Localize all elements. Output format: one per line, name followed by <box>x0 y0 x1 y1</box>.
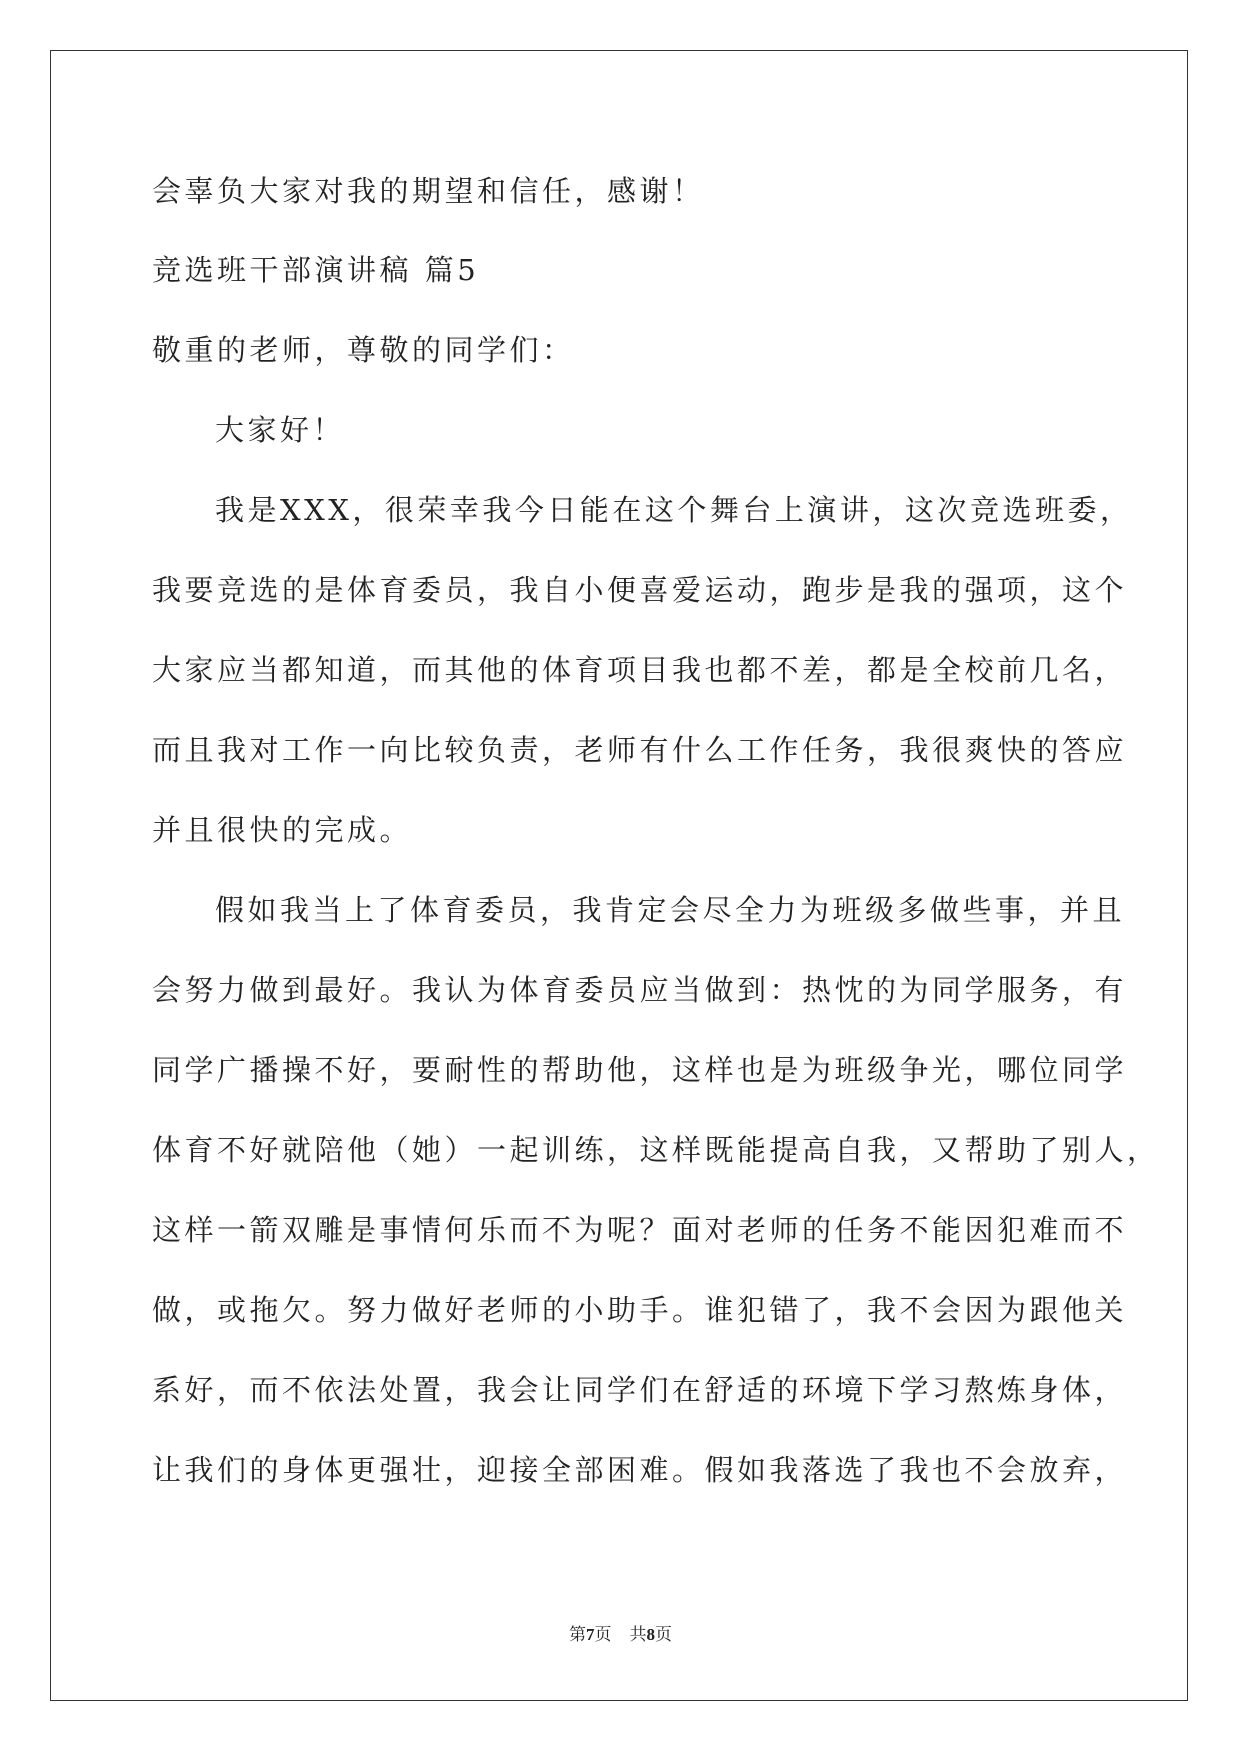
page-suffix: 页 <box>594 1625 612 1644</box>
page-footer <box>0 1625 1241 1645</box>
paragraph-line: 我是XXX，很荣幸我今日能在这个舞台上演讲，这次竞选班委， <box>215 493 1133 527</box>
paragraph-line: 并且很快的完成。 <box>152 813 413 847</box>
paragraph-line: 做，或拖欠。努力做好老师的小助手。谁犯错了，我不会因为跟他关 <box>152 1293 1128 1327</box>
paragraph-line: 系好，而不依法处置，我会让同学们在舒适的环境下学习熬炼身体， <box>152 1373 1128 1407</box>
paragraph-line: 让我们的身体更强壮，迎接全部困难。假如我落选了我也不会放弃， <box>152 1453 1128 1487</box>
paragraph-line: 会努力做到最好。我认为体育委员应当做到：热忱的为同学服务，有 <box>152 973 1128 1007</box>
total-suffix: 页 <box>655 1625 672 1644</box>
paragraph-line: 体育不好就陪他（她）一起训练，这样既能提高自我，又帮助了别人， <box>152 1133 1160 1167</box>
paragraph-line: 大家应当都知道，而其他的体育项目我也都不差，都是全校前几名， <box>152 653 1128 687</box>
paragraph-line: 我要竞选的是体育委员，我自小便喜爱运动，跑步是我的强项，这个 <box>152 573 1128 607</box>
total-page-count: 8 <box>646 1625 655 1644</box>
paragraph-line: 这样一箭双雕是事情何乐而不为呢？面对老师的任务不能因犯难而不 <box>152 1213 1128 1247</box>
current-page-number: 7 <box>586 1625 595 1644</box>
salutation-line: 敬重的老师，尊敬的同学们： <box>152 333 575 367</box>
page-prefix: 第 <box>569 1625 586 1644</box>
paragraph-line: 而且我对工作一向比较负责，老师有什么工作任务，我很爽快的答应 <box>152 733 1128 767</box>
section-heading: 竞选班干部演讲稿 篇5 <box>152 253 480 287</box>
paragraph-line: 假如我当上了体育委员，我肯定会尽全力为班级多做些事，并且 <box>215 893 1126 927</box>
greeting-line: 大家好！ <box>215 413 346 447</box>
paragraph-line: 同学广播操不好，要耐性的帮助他，这样也是为班级争光，哪位同学 <box>152 1053 1128 1087</box>
paragraph-line: 会辜负大家对我的期望和信任，感谢！ <box>152 174 705 208</box>
total-prefix: 共 <box>629 1625 647 1644</box>
